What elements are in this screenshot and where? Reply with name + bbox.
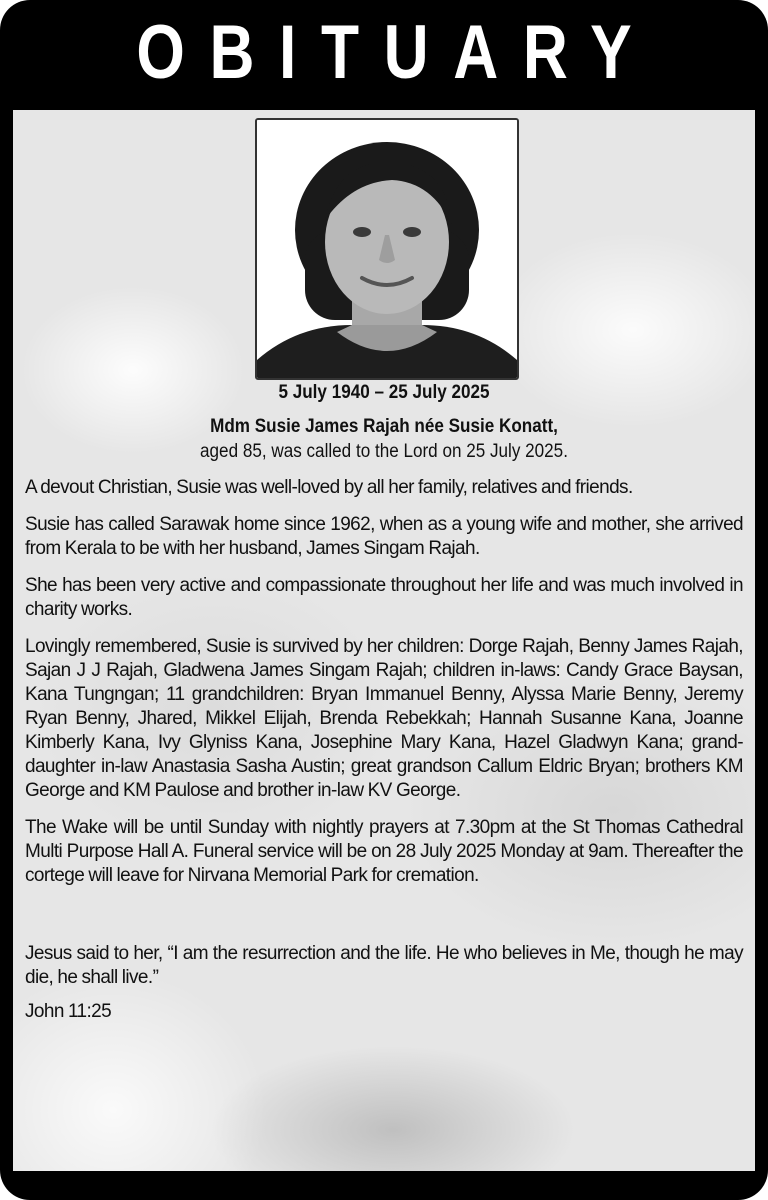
paragraph-faith: A devout Christian, Susie was well-loved by all her family, relatives and friends. [25,477,633,498]
header-bar [0,0,768,110]
obituary-content [25,380,743,1024]
bible-verse: Jesus said to her, “I am the resurrection and the life. He who believes in Me, though he may die, he shall live.” [25,943,743,988]
age-and-passing: aged 85, was called to the Lord on 25 July 2025. [200,441,568,462]
deceased-name: Mdm Susie James Rajah née Susie Konatt, [210,416,558,437]
paragraph-history: Susie has called Sarawak home since 1962, when as a young wife and mother, she arrived from Kerala to be with her husband, James Singam Rajah. [25,514,743,559]
page-title: OBITUARY [136,10,657,95]
verse-reference: John 11:25 [25,1001,112,1022]
portrait-image [257,120,517,378]
paragraph-funeral-details: The Wake will be until Sunday with nightly prayers at 7.30pm at the St Thomas Cathedral Multi Purpose Hall A. Funeral service will be on 28 July 2025 Monday at 9am. Thereafter the cortege will leave for Nirvana Memorial Park for cremation. [25,817,743,886]
life-dates: 5 July 1940 – 25 July 2025 [278,382,490,403]
paragraph-survivors: Lovingly remembered, Susie is survived by her children: Dorge Rajah, Benny James Rajah, Sajan J J Rajah, Gladwena James Singam Rajah; children in-laws: Candy Grace Baysan, Kana Tungngan; 11 grandchildren: Bryan Immanuel Benny, Alyssa Marie Benny, Jeremy Ryan Benny, Jhared, Mikkel Elijah, Brenda Rebekkah; Hannah Susanne Kana, Joanne Kimberly Kana, Ivy Glyniss Kana, Josephine Mary Kana, Hazel Gladwyn Kana; grand-daughter in-law Anastasia Sasha Austin; great grandson Callum Eldric Bryan; brothers KM George and KM Paulose and brother in-law KV George. [25,636,743,801]
portrait-photo [255,118,519,380]
paragraph-charity: She has been very active and compassionate throughout her life and was much involved in charity works. [25,575,743,620]
